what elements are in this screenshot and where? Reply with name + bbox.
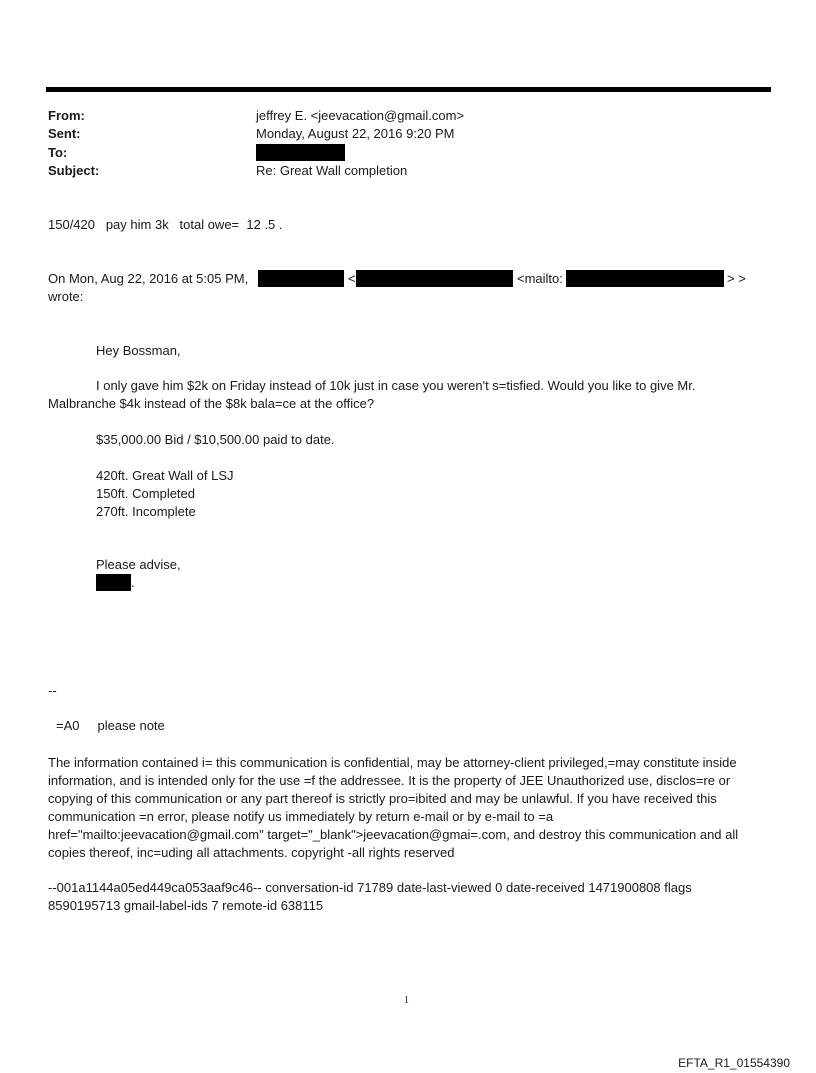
- from-value: jeffrey E. <jeevacation@gmail.com>: [256, 108, 465, 123]
- to-redaction: [256, 144, 345, 161]
- incomplete-line: 270ft. Incomplete: [96, 504, 196, 519]
- sig-dash: --: [48, 683, 57, 698]
- from-label: From:: [48, 108, 85, 123]
- to-label: To:: [48, 145, 68, 160]
- quote-header-prefix: On Mon, Aug 22, 2016 at 5:05 PM,: [48, 271, 249, 286]
- quote-header-end: > >: [727, 271, 746, 286]
- quote-header-lt: <: [348, 271, 356, 286]
- advise-line: Please advise,: [96, 557, 181, 572]
- sent-value: Monday, August 22, 2016 9:20 PM: [256, 126, 455, 141]
- bid-line: $35,000.00 Bid / $10,500.00 paid to date.: [96, 432, 335, 447]
- wall-length-line: 420ft. Great Wall of LSJ: [96, 468, 234, 483]
- metadata-line: --001a1144a05ed449ca053aaf9c46-- conversation-id 71789 date-last-viewed 0 date-received 1471900808 flags 8590195713 gmail-label-ids 7 remote-id 638115: [48, 880, 692, 913]
- page-number: 1: [404, 995, 409, 1006]
- disclaimer-paragraph: The information contained i= this communication is confidential, may be attorney-client privileged,=may constitute inside information, and is intended only for the use =f the addressee. It is the property of JEE Unauthorized use, disclos=re or copying of this communication or any part thereof is strictly pro=ibited and may be unlawful. If you have received this communication =n error, please notify us immediately by return e-mail or by e-mail to =a href="mailto:jeevacation@gmail.com" target="_blank">jeevacation@gmai=.com, and destroy this communication and all copies thereof, inc=uding all attachments. copyright -all rights reserved: [48, 755, 739, 860]
- completed-line: 150ft. Completed: [96, 486, 196, 501]
- quote-header-mailto: <mailto:: [517, 271, 563, 286]
- header-rule: [46, 87, 771, 92]
- signature-redaction: [96, 574, 131, 591]
- sender-name-redaction: [258, 270, 344, 287]
- sender-email-redaction: [356, 270, 513, 287]
- sent-label: Sent:: [48, 126, 81, 141]
- mailto-redaction: [566, 270, 724, 287]
- subject-value: Re: Great Wall completion: [256, 163, 408, 178]
- reply-line: 150/420 pay him 3k total owe= 12 .5 .: [48, 217, 283, 232]
- quote-header-wrote: wrote:: [48, 289, 84, 304]
- para1-line2: Malbranche $4k instead of the $8k bala=ce at the office?: [48, 396, 375, 411]
- greeting: Hey Bossman,: [96, 343, 181, 358]
- signature-period: .: [131, 575, 135, 590]
- please-note: =A0 please note: [56, 718, 165, 733]
- document-id: EFTA_R1_01554390: [678, 1056, 790, 1070]
- subject-label: Subject:: [48, 163, 100, 178]
- para1-line1: I only gave him $2k on Friday instead of 10k just in case you weren't s=tisfied. Would you like to give Mr.: [96, 378, 696, 393]
